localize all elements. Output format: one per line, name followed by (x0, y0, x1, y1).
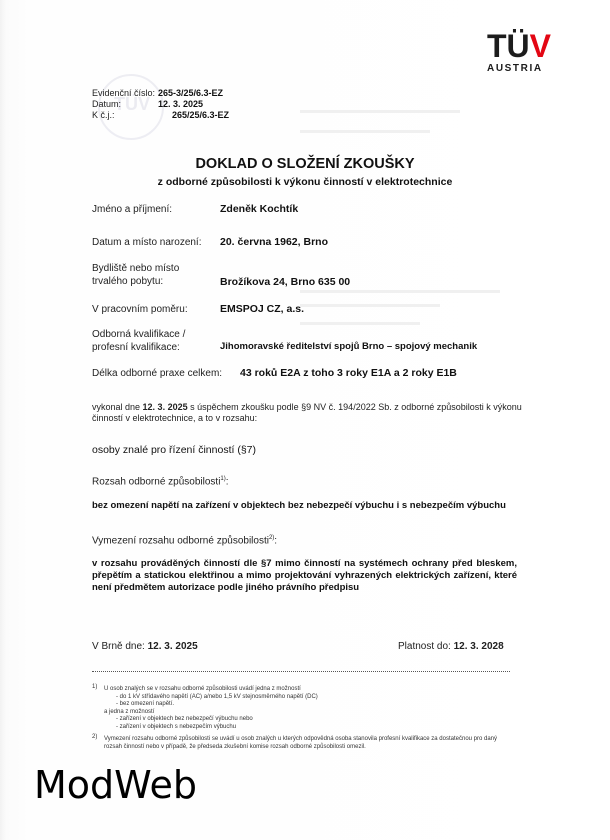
issue-place-label: V Brně dne: (92, 641, 148, 652)
logo-text-tu: TÜ (487, 28, 530, 64)
exam-statement (92, 402, 522, 424)
rozsah-colon: : (225, 476, 229, 488)
validity-date: 12. 3. 2028 (453, 641, 504, 652)
document-subtitle: z odborné způsobilosti k výkonu činností v elektrotechnice (157, 176, 453, 188)
name-label: Jméno a příjmení: (92, 204, 173, 215)
footnote-1-line3: - bez omezení napětí. (116, 701, 175, 708)
watermark-text: ModWeb (34, 763, 198, 807)
vymezeni-label (92, 535, 277, 546)
qualification-label-line2: profesní kvalifikace: (92, 342, 180, 353)
date-label: Datum: (92, 99, 122, 109)
birth-value: 20. června 1962, Brno (220, 236, 328, 248)
employment-label: V pracovním poměru: (92, 304, 188, 315)
document-title: DOKLAD O SLOŽENÍ ZKOUŠKY (195, 156, 415, 172)
practice-label: Délka odborné praxe celkem: (92, 368, 223, 379)
footnote-divider (92, 671, 510, 672)
evid-label: Evidenční číslo: (92, 88, 156, 98)
show-through-line (300, 290, 500, 293)
footnote-1-line2: - do 1 kV střídavého napětí (AC) a/nebo 1,5 kV stejnosměrného napětí (DC) (116, 693, 318, 700)
footnote-2: Vymezení rozsahu odborné způsobilosti se uvádí u osob znalých u kterých odpovědná osoba stanovila profesní kvalifikace za dostatečnou pro daný rozsah činností nebo v případě, že předseda zkušební komise rozsah odborné způsobilosti omezil. (104, 736, 498, 750)
issue-date: 12. 3. 2025 (147, 641, 198, 652)
practice-value: 43 roků E2A z toho 3 roky E1A a 2 roky E1B (240, 367, 457, 379)
vymezeni-superscript: 2) (268, 535, 275, 541)
footnote-1-line1: U osob znalých se v rozsahu odborné způsobilosti uvádí jedna z možností (104, 686, 301, 692)
footnote-1-line6: - zařízení v objektech s nebezpečím výbuchu (116, 723, 237, 730)
evid-value: 265-3/25/6.3-EZ (158, 88, 224, 98)
show-through-line (300, 130, 430, 133)
exam-text-a: vykonal dne (92, 402, 143, 412)
exam-date: 12. 3. 2025 (142, 402, 188, 412)
show-through-line (300, 322, 420, 325)
qualification-value: Jihomoravské ředitelství spojů Brno – spojový mechanik (220, 341, 478, 352)
footnote-1-line5: - zařízení v objektech bez nebezpečí výbuchu nebo (116, 716, 253, 723)
tuv-logo (487, 30, 551, 62)
footnote-1-line4: a jedna z možností (104, 708, 155, 715)
name-value: Zdeněk Kochtík (220, 203, 299, 215)
qualification-label-line1: Odborná kvalifikace / (92, 329, 186, 340)
footnote-2-marker: 2) (92, 734, 98, 740)
validity-label: Platnost do: (398, 641, 454, 652)
kc-label: K č.j.: (92, 110, 115, 120)
logo-subtitle: AUSTRIA (487, 63, 543, 74)
vymezeni-value: v rozsahu prováděných činností dle §7 mimo činností na systémech ochrany před bleskem, přepětím a statickou elektřinou a mimo projektování vyhrazených elektrických zařízení, které není předmětem autorizace podle jiného právního předpisu (92, 558, 517, 593)
date-value: 12. 3. 2025 (158, 99, 204, 109)
show-through-line (300, 304, 440, 307)
rozsah-label-text: Rozsah odborné způsobilosti (92, 476, 221, 488)
footnote-1-marker: 1) (92, 684, 98, 690)
rozsah-superscript: 1) (220, 476, 226, 482)
footnote-1 (104, 686, 514, 732)
issue-place-date (92, 641, 198, 652)
scope-heading: osoby znalé pro řízení činností (§7) (92, 444, 257, 456)
birth-label: Datum a místo narození: (92, 237, 202, 248)
rozsah-label (92, 476, 229, 487)
vymezeni-colon: : (274, 535, 278, 547)
validity (398, 641, 504, 652)
residence-label-line2: trvalého pobytu: (92, 276, 164, 287)
residence-label-line1: Bydliště nebo místo (92, 263, 180, 274)
kc-value: 265/25/6.3-EZ (172, 110, 230, 120)
logo-text-v: V (529, 28, 551, 64)
rozsah-value: bez omezení napětí na zařízení v objektech bez nebezpečí výbuchu i s nebezpečím výbuchu (92, 500, 506, 511)
employment-value: EMSPOJ CZ, a.s. (220, 303, 305, 315)
vymezeni-label-text: Vymezení rozsahu odborné způsobilosti (92, 535, 269, 547)
exam-text-b: s úspěchem zkoušku podle §9 NV č. 194/2022 Sb. z odborné způsobilosti k výkonu činností v elektrotechnice, a to v rozsahu: (92, 402, 522, 423)
faint-stamp-seal: TÜV (98, 74, 164, 140)
show-through-line (300, 110, 460, 113)
residence-value: Brožíkova 24, Brno 635 00 (220, 276, 351, 288)
